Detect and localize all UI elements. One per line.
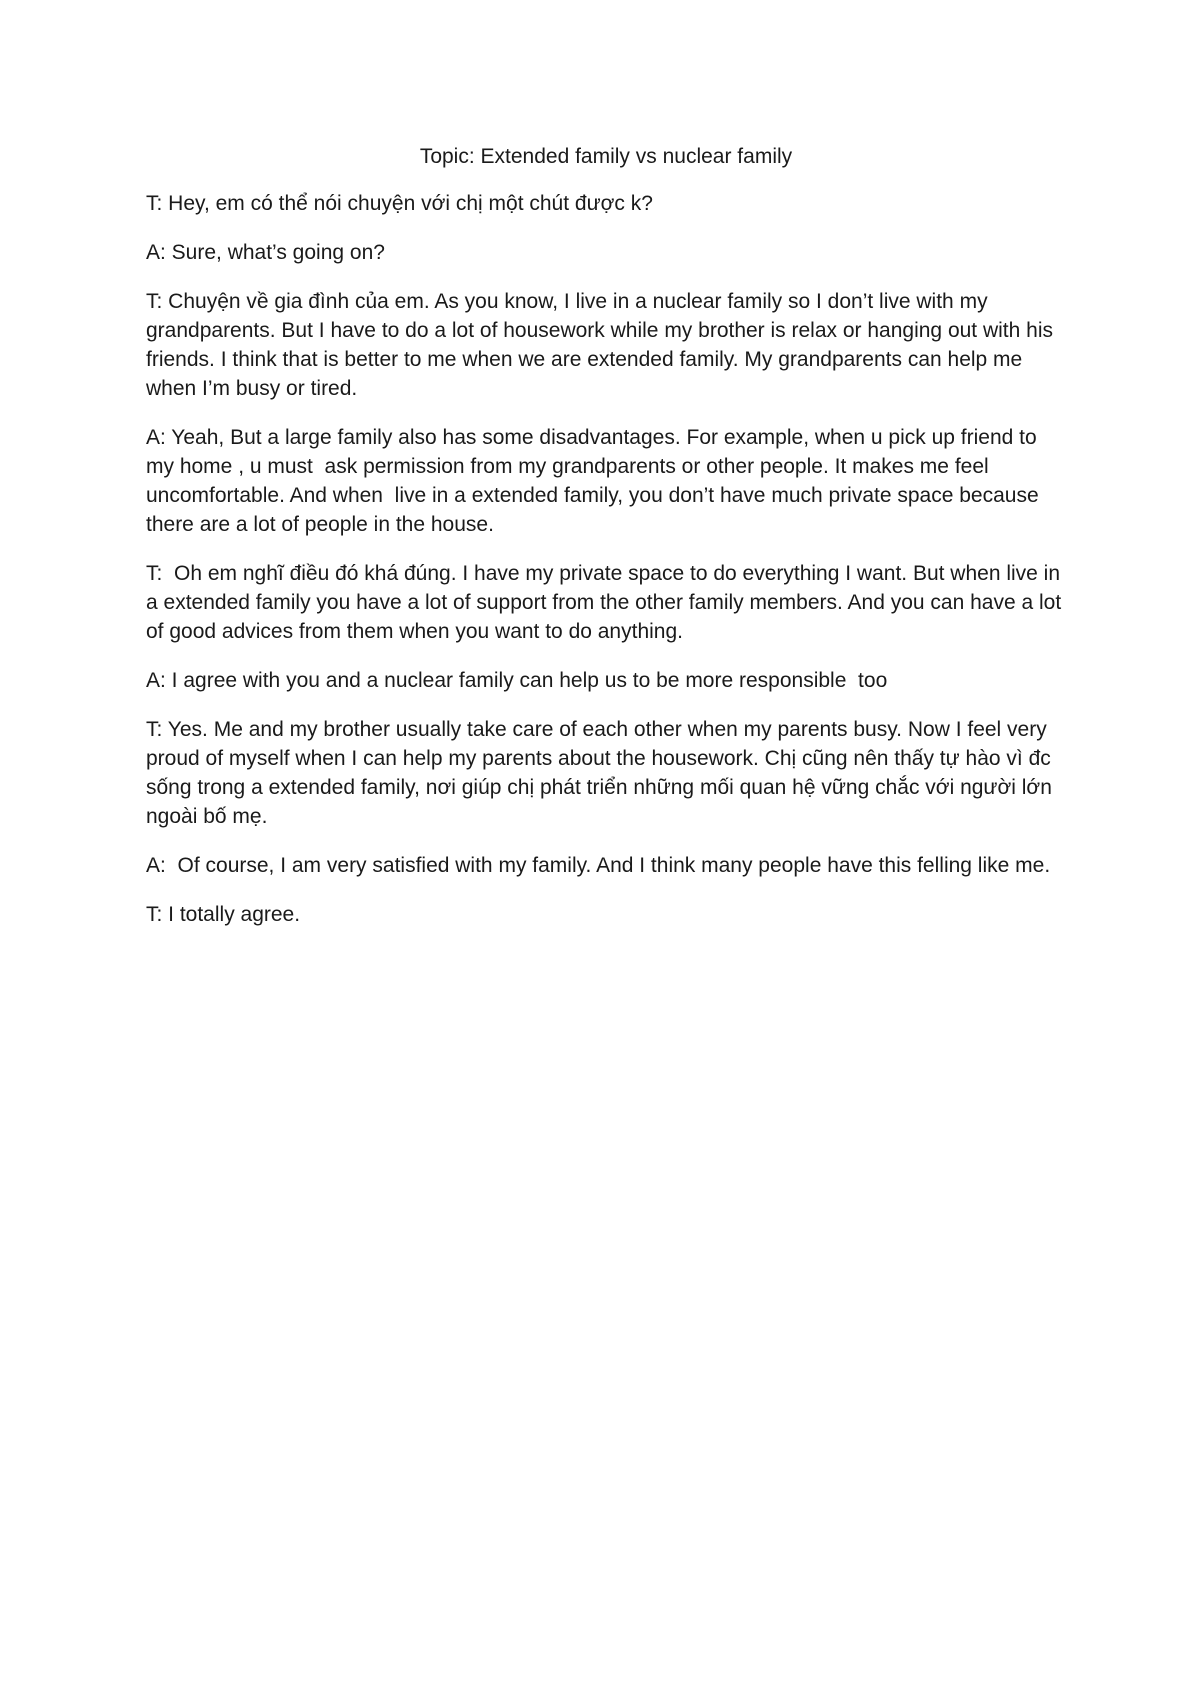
document-title: Topic: Extended family vs nuclear family <box>419 145 793 168</box>
dialogue-line: T: Yes. Me and my brother usually take care of each other when my parents busy. Now I feel very proud of myself when I can help my parents about the housework. Chị cũng nên thấy tự hào vì đc sống trong a extended family, nơi giúp chị phát triển những mối quan hệ vững chắc với người lớn ngoài bố mẹ. <box>146 718 1058 828</box>
dialogue-line: T: I totally agree. <box>146 903 301 926</box>
dialogue-line: A: Yeah, But a large family also has some disadvantages. For example, when u pick up friend to my home , u must ask permission from my grandparents or other people. It makes me feel uncomfortable. And when live in a extended family, you don’t have much private space because there are a lot of people in the house. <box>146 426 1045 536</box>
dialogue-line: T: Oh em nghĩ điều đó khá đúng. I have my private space to do everything I want. But when live in a extended family you have a lot of support from the other family members. And you can have a lot of good advices from them when you want to do anything. <box>146 562 1068 643</box>
dialogue-line: T: Hey, em có thể nói chuyện với chị một chút được k? <box>146 192 653 215</box>
dialogue-line: A: Sure, what’s going on? <box>146 241 385 264</box>
dialogue-line: T: Chuyện về gia đình của em. As you know, I live in a nuclear family so I don’t live with my grandparents. But I have to do a lot of housework while my brother is relax or hanging out with his friends. I think that is better to me when we are extended family. My grandparents can help me when I’m busy or tired. <box>146 290 1059 400</box>
document-body <box>146 142 1066 949</box>
dialogue-line: A: I agree with you and a nuclear family can help us to be more responsible too <box>146 669 888 692</box>
dialogue-line: A: Of course, I am very satisfied with my family. And I think many people have this felling like me. <box>146 854 1051 877</box>
